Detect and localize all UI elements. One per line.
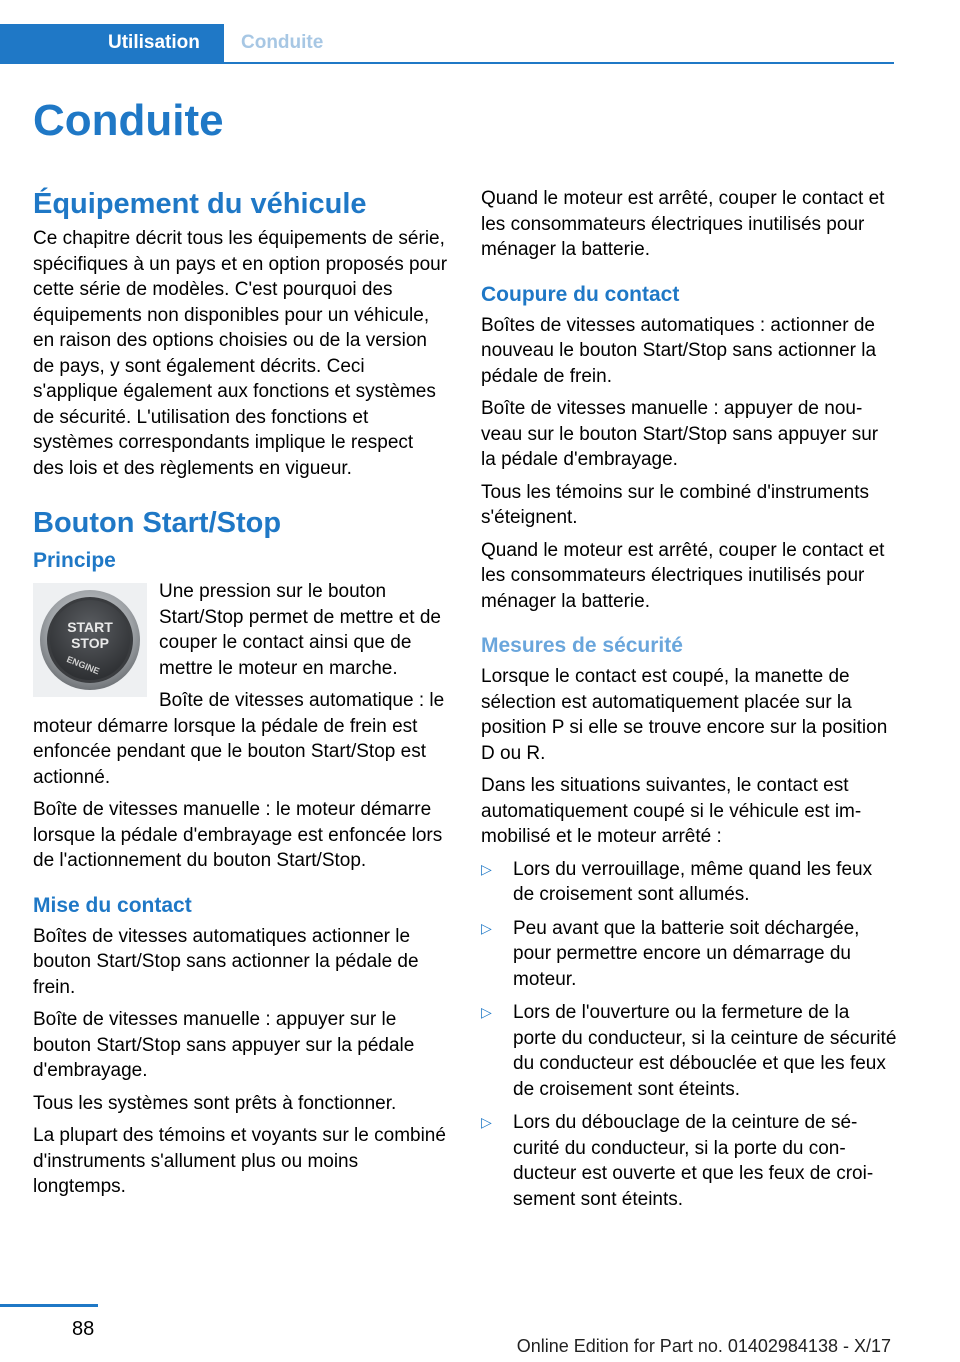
list-item: ▷ Peu avant que la batterie soit déchargée, pour permettre encore un démarrage du moteur.	[481, 917, 860, 990]
heading-mise-du-contact: Mise du contact	[33, 893, 192, 917]
paragraph-mise-manual: Boîte de vitesses manuelle : appuyer sur le bouton Start/Stop sans appuyer sur la pédale d'embrayage.	[33, 1009, 415, 1081]
heading-coupure-du-contact: Coupure du contact	[481, 282, 680, 306]
list-item: ▷ Lors de l'ouverture ou la fermeture de la porte du conducteur, si la ceinture de sécurité du conducteur est débouclée et que les feux de croisement sont éteints.	[481, 1002, 897, 1100]
heading-bouton-start-stop: Bouton Start/Stop	[33, 507, 282, 539]
paragraph-ready: Tous les systèmes sont prêts à fonctionner.	[33, 1092, 397, 1114]
button-label-stop: STOP	[71, 635, 109, 651]
tab-conduite[interactable]: Conduite	[241, 32, 324, 53]
heading-mesures-de-securite: Mesures de sécurité	[481, 634, 683, 657]
heading-principe: Principe	[33, 549, 116, 572]
paragraph-arret-1: Quand le moteur est arrêté, couper le contact et les consommateurs électriques inutilisés pour ménager la batterie.	[481, 188, 885, 260]
paragraph-eteignent: Tous les témoins sur le combiné d'instruments s'éteignent.	[481, 481, 870, 528]
triangle-bullet-icon: ▷	[481, 860, 492, 877]
footer-accent-line	[0, 1304, 98, 1307]
paragraph-equipement: Ce chapitre décrit tous les équipements de série, spécifiques à un pays et en option proposés pour cette série de modèles. C'est pourquoi des équipements non disponibles pour un véhicule, en raison des options choisies ou de la version de pays, y sont également décrits. Ceci s'applique également aux fonctions et systèmes de sécurité. L'utilisation des fonctions et systèmes correspondants implique le respect des lois et des règlements en vigueur.	[33, 228, 448, 479]
button-label-start: START	[67, 619, 113, 635]
paragraph-situations: Dans les situations suivantes, le contact est automatiquement coupé si le véhicule est immobilisé et le moteur arrêté :	[481, 775, 862, 847]
paragraph-coupure-auto: Boîtes de vitesses automatiques : actionner de nouveau le bouton Start/Stop sans actionner la pédale de frein.	[481, 314, 877, 387]
paragraph-temoins: La plupart des témoins et voyants sur le combiné d'instruments s'allument plus ou moins longtemps.	[33, 1125, 446, 1197]
paragraph-auto-start: Boîte de vitesses automatique : le moteur démarre lorsque la pédale de frein est enfoncée pendant que le bouton Start/Stop est actionné.	[33, 690, 445, 788]
bullet-list	[481, 857, 897, 1213]
triangle-bullet-icon: ▷	[481, 1004, 492, 1020]
paragraph-mise-auto: Boîtes de vitesses automatiques actionner le bouton Start/Stop sans actionner la pédale de frein.	[33, 925, 419, 998]
page-title: Conduite	[33, 96, 224, 145]
right-column	[481, 186, 897, 1220]
header-tabs	[0, 24, 894, 64]
left-column	[33, 186, 449, 1207]
list-item: ▷ Lors du verrouillage, même quand les feux de croisement sont allumés.	[481, 858, 873, 905]
paragraph-principe: Une pression sur le bouton Start/Stop permet de mettre et de couper le contact ainsi que de mettre le moteur en marche.	[159, 581, 441, 679]
paragraph-coupure-manual: Boîte de vitesses manuelle : appuyer de nouveau sur le bouton Start/Stop sans appuyer sur la pédale d'embrayage.	[481, 398, 879, 470]
triangle-bullet-icon: ▷	[481, 919, 492, 936]
triangle-bullet-icon: ▷	[481, 1114, 492, 1130]
button-label-engine: ENGINE	[65, 654, 101, 677]
start-stop-button-icon	[38, 588, 142, 692]
list-item: ▷ Lors du débouclage de la ceinture de sécurité du conducteur, si la porte du conducteur est ouverte et que les feux de croisement sont éteints.	[481, 1112, 874, 1210]
page-number: 88	[72, 1318, 95, 1340]
paragraph-arret-2: Quand le moteur est arrêté, couper le contact et les consommateurs électriques inutilisés pour ménager la batterie.	[481, 539, 885, 612]
paragraph-mesures: Lorsque le contact est coupé, la manette de sélection est automatiquement placée sur la position P si elle se trouve encore sur la position D ou R.	[481, 666, 888, 764]
edition-note: Online Edition for Part no. 01402984138 - X/17	[516, 1336, 891, 1356]
heading-equipement: Équipement du véhicule	[33, 188, 367, 220]
paragraph-manual-start: Boîte de vitesses manuelle : le moteur démarre lorsque la pédale d'embrayage est enfoncée lors de l'actionnement du bouton Start/Stop.	[33, 799, 443, 871]
start-stop-button-image	[33, 583, 147, 697]
tab-utilisation[interactable]: Utilisation	[0, 24, 224, 62]
